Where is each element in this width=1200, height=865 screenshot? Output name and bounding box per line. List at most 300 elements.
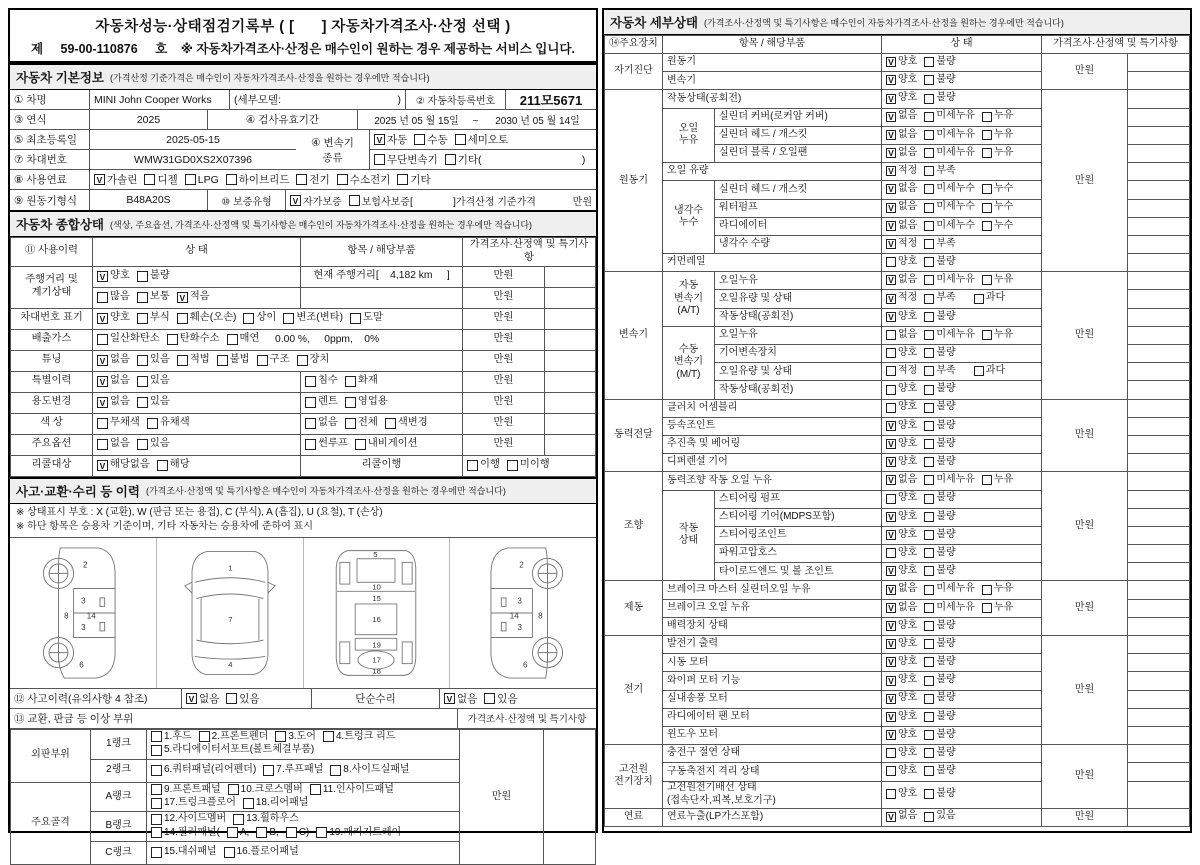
checkbox-item[interactable] [886, 292, 917, 305]
checkbox-icon[interactable] [349, 195, 360, 206]
checkbox-checked-icon[interactable]: V [886, 730, 896, 740]
checkbox-icon[interactable] [924, 676, 934, 686]
checkbox-item[interactable] [151, 846, 217, 859]
checkbox-item[interactable] [137, 396, 170, 409]
checkbox-icon[interactable] [337, 174, 348, 185]
checkbox-item[interactable] [157, 459, 190, 472]
checkbox-item[interactable] [151, 744, 314, 757]
checkbox-item[interactable] [886, 474, 917, 487]
checkbox-checked-icon[interactable]: V [886, 712, 896, 722]
checkbox-item[interactable] [275, 731, 316, 744]
checkbox-item[interactable] [924, 656, 955, 669]
checkbox-item[interactable] [886, 129, 917, 142]
checkbox-item[interactable] [97, 291, 130, 304]
checkbox-item[interactable] [484, 691, 517, 706]
checkbox-item[interactable] [263, 764, 323, 777]
checkbox-item[interactable] [886, 674, 917, 687]
checkbox-icon[interactable] [924, 221, 934, 231]
checkbox-item[interactable] [305, 396, 338, 409]
checkbox-item[interactable] [305, 438, 348, 451]
checkbox-item[interactable] [137, 354, 170, 367]
checkbox-item[interactable] [924, 547, 955, 560]
checkbox-icon[interactable] [982, 275, 992, 285]
checkbox-item[interactable] [974, 365, 1005, 378]
checkbox-icon[interactable] [286, 827, 297, 838]
checkbox-checked-icon[interactable]: V [886, 94, 896, 104]
checkbox-item[interactable] [137, 312, 170, 325]
checkbox-item[interactable] [886, 583, 917, 596]
checkbox-item[interactable] [982, 274, 1013, 287]
checkbox-icon[interactable] [305, 439, 316, 450]
checkbox-checked-icon[interactable]: V [886, 239, 896, 249]
checkbox-item[interactable] [924, 183, 975, 196]
checkbox-icon[interactable] [350, 313, 361, 324]
checkbox-item[interactable] [467, 459, 500, 472]
checkbox-item[interactable] [97, 270, 130, 283]
checkbox-checked-icon[interactable]: V [886, 639, 896, 649]
checkbox-icon[interactable] [924, 312, 934, 322]
checkbox-icon[interactable] [167, 334, 178, 345]
checkbox-item[interactable] [137, 438, 170, 451]
checkbox-item[interactable] [924, 456, 955, 469]
checkbox-icon[interactable] [974, 366, 984, 376]
checkbox-icon[interactable] [305, 376, 316, 387]
checkbox-icon[interactable] [199, 731, 210, 742]
checkbox-item[interactable] [886, 401, 917, 414]
checkbox-item[interactable] [924, 347, 955, 360]
checkbox-icon[interactable] [924, 439, 934, 449]
checkbox-item[interactable] [97, 375, 130, 388]
checkbox-item[interactable] [886, 256, 917, 269]
checkbox-item[interactable] [982, 183, 1013, 196]
checkbox-item[interactable] [227, 827, 249, 840]
checkbox-item[interactable] [283, 312, 343, 325]
checkbox-item[interactable] [151, 813, 226, 826]
checkbox-icon[interactable] [257, 355, 268, 366]
checkbox-icon[interactable] [974, 294, 984, 304]
checkbox-icon[interactable] [924, 57, 934, 67]
checkbox-item[interactable] [924, 56, 955, 69]
checkbox-icon[interactable] [886, 789, 896, 799]
checkbox-item[interactable] [924, 365, 955, 378]
checkbox-icon[interactable] [886, 548, 896, 558]
checkbox-item[interactable] [257, 354, 290, 367]
checkbox-item[interactable] [151, 827, 220, 840]
checkbox-icon[interactable] [886, 366, 896, 376]
checkbox-item[interactable] [924, 74, 955, 87]
checkbox-item[interactable] [924, 401, 955, 414]
checkbox-icon[interactable] [185, 174, 196, 185]
checkbox-icon[interactable] [226, 174, 237, 185]
checkbox-icon[interactable] [228, 784, 239, 795]
checkbox-icon[interactable] [924, 203, 934, 213]
checkbox-item[interactable] [507, 459, 550, 472]
checkbox-item[interactable] [982, 129, 1013, 142]
checkbox-item[interactable] [924, 810, 955, 823]
checkbox-item[interactable] [144, 172, 177, 187]
checkbox-item[interactable] [256, 827, 278, 840]
checkbox-icon[interactable] [924, 812, 934, 822]
checkbox-item[interactable] [167, 333, 220, 346]
checkbox-item[interactable] [982, 147, 1013, 160]
checkbox-icon[interactable] [330, 765, 341, 776]
checkbox-icon[interactable] [924, 348, 934, 358]
checkbox-item[interactable] [924, 129, 975, 142]
checkbox-item[interactable] [924, 492, 955, 505]
checkbox-checked-icon[interactable]: V [886, 421, 896, 431]
checkbox-icon[interactable] [924, 130, 934, 140]
checkbox-icon[interactable] [982, 330, 992, 340]
checkbox-icon[interactable] [397, 174, 408, 185]
checkbox-icon[interactable] [924, 494, 934, 504]
checkbox-icon[interactable] [151, 827, 162, 838]
checkbox-checked-icon[interactable]: V [97, 355, 108, 366]
checkbox-checked-icon[interactable]: V [886, 566, 896, 576]
checkbox-checked-icon[interactable]: V [886, 657, 896, 667]
checkbox-icon[interactable] [924, 603, 934, 613]
checkbox-icon[interactable] [256, 827, 267, 838]
checkbox-item[interactable] [297, 354, 330, 367]
checkbox-item[interactable] [374, 152, 438, 167]
checkbox-item[interactable] [97, 417, 140, 430]
checkbox-item[interactable] [177, 291, 210, 304]
checkbox-icon[interactable] [924, 366, 934, 376]
checkbox-item[interactable] [227, 333, 260, 346]
checkbox-checked-icon[interactable]: V [97, 313, 108, 324]
checkbox-item[interactable] [886, 56, 917, 69]
checkbox-icon[interactable] [297, 355, 308, 366]
checkbox-item[interactable] [924, 201, 975, 214]
checkbox-checked-icon[interactable]: V [94, 174, 105, 185]
checkbox-checked-icon[interactable]: V [886, 812, 896, 822]
checkbox-item[interactable] [886, 274, 917, 287]
checkbox-checked-icon[interactable]: V [444, 693, 455, 704]
checkbox-item[interactable] [886, 365, 917, 378]
checkbox-item[interactable] [886, 456, 917, 469]
checkbox-checked-icon[interactable]: V [886, 530, 896, 540]
checkbox-item[interactable] [924, 110, 975, 123]
checkbox-item[interactable] [97, 312, 130, 325]
checkbox-icon[interactable] [151, 847, 162, 858]
checkbox-checked-icon[interactable]: V [886, 621, 896, 631]
checkbox-item[interactable] [924, 602, 975, 615]
checkbox-item[interactable] [924, 674, 955, 687]
checkbox-item[interactable] [97, 396, 130, 409]
checkbox-icon[interactable] [316, 827, 327, 838]
checkbox-item[interactable] [296, 172, 329, 187]
checkbox-item[interactable] [886, 420, 917, 433]
checkbox-checked-icon[interactable]: V [886, 603, 896, 613]
checkbox-item[interactable] [886, 147, 917, 160]
checkbox-item[interactable] [924, 438, 955, 451]
checkbox-item[interactable] [924, 788, 955, 801]
checkbox-checked-icon[interactable]: V [886, 694, 896, 704]
checkbox-item[interactable] [233, 813, 299, 826]
checkbox-item[interactable] [924, 383, 955, 396]
checkbox-item[interactable] [886, 602, 917, 615]
checkbox-icon[interactable] [924, 184, 934, 194]
checkbox-item[interactable] [886, 692, 917, 705]
checkbox-item[interactable] [316, 827, 401, 840]
checkbox-icon[interactable] [226, 693, 237, 704]
checkbox-checked-icon[interactable]: V [886, 512, 896, 522]
checkbox-icon[interactable] [924, 403, 934, 413]
checkbox-item[interactable] [243, 312, 276, 325]
checkbox-icon[interactable] [982, 184, 992, 194]
checkbox-checked-icon[interactable]: V [886, 221, 896, 231]
checkbox-icon[interactable] [924, 766, 934, 776]
checkbox-checked-icon[interactable]: V [886, 166, 896, 176]
checkbox-item[interactable] [185, 174, 219, 186]
checkbox-item[interactable] [886, 311, 917, 324]
checkbox-icon[interactable] [484, 693, 495, 704]
checkbox-icon[interactable] [217, 355, 228, 366]
checkbox-item[interactable] [151, 797, 236, 810]
checkbox-item[interactable] [186, 691, 219, 706]
checkbox-item[interactable] [924, 474, 975, 487]
checkbox-checked-icon[interactable]: V [97, 376, 108, 387]
checkbox-item[interactable] [886, 656, 917, 669]
checkbox-item[interactable] [886, 565, 917, 578]
checkbox-icon[interactable] [227, 334, 238, 345]
checkbox-icon[interactable] [924, 712, 934, 722]
checkbox-item[interactable] [445, 152, 482, 167]
checkbox-icon[interactable] [445, 154, 456, 165]
checkbox-item[interactable] [982, 220, 1013, 233]
checkbox-icon[interactable] [227, 827, 238, 838]
checkbox-item[interactable] [924, 256, 955, 269]
checkbox-item[interactable] [924, 620, 955, 633]
checkbox-icon[interactable] [924, 275, 934, 285]
checkbox-item[interactable] [151, 784, 221, 797]
checkbox-icon[interactable] [310, 784, 321, 795]
checkbox-icon[interactable] [924, 457, 934, 467]
checkbox-checked-icon[interactable]: V [886, 57, 896, 67]
checkbox-checked-icon[interactable]: V [97, 271, 108, 282]
checkbox-icon[interactable] [924, 748, 934, 758]
checkbox-item[interactable] [982, 110, 1013, 123]
checkbox-checked-icon[interactable]: V [97, 397, 108, 408]
checkbox-icon[interactable] [157, 460, 168, 471]
checkbox-item[interactable] [886, 92, 917, 105]
checkbox-icon[interactable] [97, 418, 108, 429]
checkbox-item[interactable] [886, 529, 917, 542]
checkbox-icon[interactable] [151, 798, 162, 809]
checkbox-icon[interactable] [151, 814, 162, 825]
checkbox-item[interactable] [886, 165, 917, 178]
checkbox-icon[interactable] [151, 745, 162, 756]
checkbox-item[interactable] [924, 747, 955, 760]
checkbox-item[interactable] [886, 788, 917, 801]
checkbox-icon[interactable] [924, 475, 934, 485]
checkbox-icon[interactable] [886, 348, 896, 358]
checkbox-checked-icon[interactable]: V [97, 460, 108, 471]
checkbox-item[interactable] [924, 147, 975, 160]
checkbox-checked-icon[interactable]: V [886, 203, 896, 213]
checkbox-icon[interactable] [177, 355, 188, 366]
checkbox-item[interactable] [924, 165, 955, 178]
checkbox-icon[interactable] [345, 418, 356, 429]
checkbox-item[interactable] [886, 347, 917, 360]
checkbox-icon[interactable] [177, 313, 188, 324]
checkbox-icon[interactable] [924, 94, 934, 104]
checkbox-item[interactable] [982, 602, 1013, 615]
checkbox-icon[interactable] [263, 765, 274, 776]
checkbox-icon[interactable] [924, 148, 934, 158]
checkbox-item[interactable] [305, 417, 338, 430]
checkbox-item[interactable] [982, 201, 1013, 214]
checkbox-item[interactable] [886, 492, 917, 505]
checkbox-item[interactable] [455, 132, 509, 147]
checkbox-item[interactable] [924, 565, 955, 578]
checkbox-icon[interactable] [305, 418, 316, 429]
checkbox-icon[interactable] [982, 203, 992, 213]
checkbox-icon[interactable] [982, 475, 992, 485]
checkbox-item[interactable] [924, 638, 955, 651]
checkbox-item[interactable] [982, 474, 1013, 487]
checkbox-icon[interactable] [455, 134, 466, 145]
checkbox-icon[interactable] [151, 731, 162, 742]
checkbox-item[interactable] [345, 375, 378, 388]
checkbox-item[interactable] [350, 312, 383, 325]
checkbox-icon[interactable] [924, 239, 934, 249]
checkbox-checked-icon[interactable]: V [290, 195, 301, 206]
checkbox-icon[interactable] [924, 75, 934, 85]
checkbox-item[interactable] [886, 74, 917, 87]
checkbox-icon[interactable] [886, 766, 896, 776]
checkbox-item[interactable] [886, 711, 917, 724]
checkbox-item[interactable] [151, 764, 256, 777]
checkbox-item[interactable] [924, 274, 975, 287]
checkbox-item[interactable] [147, 417, 190, 430]
checkbox-icon[interactable] [137, 271, 148, 282]
checkbox-icon[interactable] [924, 112, 934, 122]
checkbox-icon[interactable] [924, 585, 934, 595]
checkbox-item[interactable] [217, 354, 250, 367]
checkbox-icon[interactable] [924, 621, 934, 631]
checkbox-item[interactable] [337, 172, 391, 187]
checkbox-item[interactable] [345, 417, 378, 430]
checkbox-icon[interactable] [374, 154, 385, 165]
checkbox-icon[interactable] [886, 257, 896, 267]
checkbox-icon[interactable] [924, 330, 934, 340]
checkbox-icon[interactable] [151, 784, 162, 795]
checkbox-icon[interactable] [924, 657, 934, 667]
checkbox-item[interactable] [982, 329, 1013, 342]
checkbox-item[interactable] [243, 797, 309, 810]
checkbox-item[interactable] [444, 691, 477, 706]
checkbox-icon[interactable] [467, 460, 478, 471]
checkbox-item[interactable] [177, 354, 210, 367]
checkbox-icon[interactable] [323, 731, 334, 742]
checkbox-icon[interactable] [924, 385, 934, 395]
checkbox-item[interactable] [886, 110, 917, 123]
checkbox-icon[interactable] [97, 292, 108, 303]
checkbox-item[interactable] [924, 238, 955, 251]
checkbox-icon[interactable] [886, 403, 896, 413]
checkbox-icon[interactable] [982, 603, 992, 613]
checkbox-checked-icon[interactable]: V [886, 75, 896, 85]
checkbox-item[interactable] [94, 172, 137, 187]
checkbox-icon[interactable] [305, 397, 316, 408]
checkbox-checked-icon[interactable]: V [886, 475, 896, 485]
checkbox-item[interactable] [886, 620, 917, 633]
checkbox-item[interactable] [355, 438, 418, 451]
checkbox-icon[interactable] [137, 355, 148, 366]
checkbox-item[interactable] [886, 638, 917, 651]
checkbox-icon[interactable] [982, 585, 992, 595]
checkbox-icon[interactable] [385, 418, 396, 429]
checkbox-item[interactable] [228, 784, 303, 797]
checkbox-icon[interactable] [507, 460, 518, 471]
checkbox-checked-icon[interactable]: V [886, 585, 896, 595]
checkbox-icon[interactable] [924, 548, 934, 558]
checkbox-item[interactable] [177, 312, 237, 325]
checkbox-item[interactable] [886, 201, 917, 214]
checkbox-item[interactable] [886, 383, 917, 396]
checkbox-item[interactable] [199, 731, 269, 744]
checkbox-icon[interactable] [275, 731, 286, 742]
checkbox-item[interactable] [924, 711, 955, 724]
checkbox-icon[interactable] [924, 257, 934, 267]
checkbox-item[interactable] [286, 827, 310, 840]
checkbox-icon[interactable] [151, 765, 162, 776]
checkbox-item[interactable] [886, 238, 917, 251]
checkbox-icon[interactable] [224, 847, 235, 858]
checkbox-icon[interactable] [97, 439, 108, 450]
checkbox-item[interactable] [924, 292, 955, 305]
checkbox-item[interactable] [886, 220, 917, 233]
checkbox-item[interactable] [385, 417, 428, 430]
checkbox-item[interactable] [414, 132, 447, 147]
checkbox-item[interactable] [374, 132, 407, 147]
checkbox-item[interactable] [924, 692, 955, 705]
checkbox-icon[interactable] [924, 166, 934, 176]
checkbox-item[interactable] [310, 784, 394, 797]
checkbox-item[interactable] [224, 846, 299, 859]
checkbox-icon[interactable] [982, 130, 992, 140]
checkbox-item[interactable] [886, 438, 917, 451]
checkbox-item[interactable] [290, 193, 342, 208]
checkbox-item[interactable] [924, 311, 955, 324]
checkbox-item[interactable] [97, 333, 160, 346]
checkbox-icon[interactable] [924, 566, 934, 576]
checkbox-icon[interactable] [982, 148, 992, 158]
checkbox-icon[interactable] [414, 134, 425, 145]
checkbox-icon[interactable] [137, 376, 148, 387]
checkbox-item[interactable] [886, 329, 917, 342]
checkbox-checked-icon[interactable]: V [177, 292, 188, 303]
checkbox-checked-icon[interactable]: V [886, 439, 896, 449]
checkbox-checked-icon[interactable]: V [886, 457, 896, 467]
checkbox-icon[interactable] [233, 814, 244, 825]
checkbox-item[interactable] [924, 420, 955, 433]
checkbox-icon[interactable] [345, 376, 356, 387]
checkbox-item[interactable] [226, 172, 290, 187]
checkbox-icon[interactable] [886, 385, 896, 395]
checkbox-item[interactable] [137, 291, 170, 304]
checkbox-item[interactable] [886, 765, 917, 778]
checkbox-icon[interactable] [924, 421, 934, 431]
checkbox-checked-icon[interactable]: V [886, 294, 896, 304]
checkbox-icon[interactable] [924, 639, 934, 649]
checkbox-icon[interactable] [243, 313, 254, 324]
checkbox-item[interactable] [345, 396, 388, 409]
checkbox-item[interactable] [924, 511, 955, 524]
checkbox-item[interactable] [323, 731, 395, 744]
checkbox-icon[interactable] [886, 330, 896, 340]
checkbox-item[interactable] [924, 329, 975, 342]
